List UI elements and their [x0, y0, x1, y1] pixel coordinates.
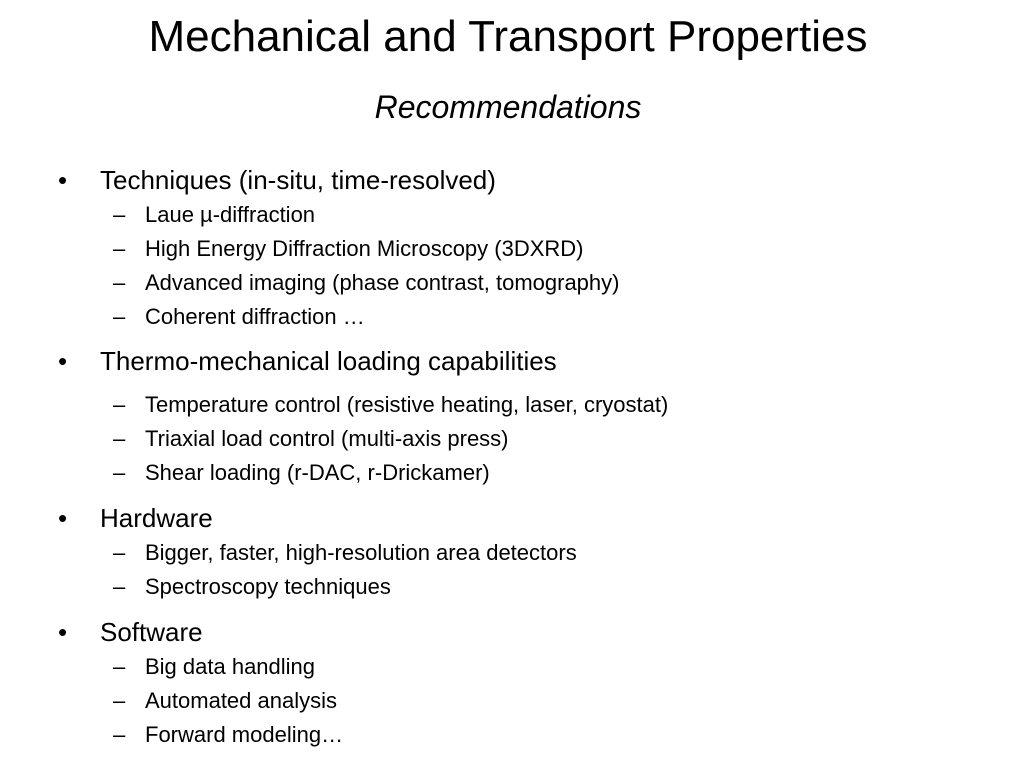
bullet-item [58, 346, 557, 376]
sub-bullet-text: Shear loading (r-DAC, r-Drickamer) [145, 460, 490, 485]
sub-bullet-item [113, 202, 315, 228]
bullet-text: Thermo-mechanical loading capabilities [100, 346, 557, 376]
bullet-text: Techniques (in-situ, time-resolved) [100, 165, 496, 195]
bullet-item [58, 503, 213, 533]
sub-bullet-text: Temperature control (resistive heating, laser, cryostat) [145, 392, 669, 417]
sub-bullet-item [113, 236, 584, 262]
sub-bullet-item [113, 392, 668, 418]
sub-bullet-item [113, 426, 509, 452]
slide-title: Mechanical and Transport Properties [148, 12, 868, 61]
dash-icon: – [113, 304, 126, 329]
bullet-icon: • [58, 346, 68, 376]
dash-icon: – [113, 574, 126, 599]
bullet-icon: • [58, 165, 68, 195]
dash-icon: – [113, 270, 126, 295]
sub-bullet-text: Automated analysis [145, 688, 337, 713]
bullet-icon: • [58, 617, 68, 647]
dash-icon: – [113, 392, 126, 417]
dash-icon: – [113, 688, 126, 713]
bullet-item [58, 165, 496, 195]
dash-icon: – [113, 236, 126, 261]
sub-bullet-item [113, 688, 337, 714]
sub-bullet-text: Advanced imaging (phase contrast, tomography) [145, 270, 620, 295]
sub-bullet-text: Laue µ-diffraction [145, 202, 316, 227]
sub-bullet-item [113, 270, 619, 296]
sub-bullet-text: Big data handling [145, 654, 316, 679]
sub-bullet-item [113, 574, 391, 600]
dash-icon: – [113, 722, 126, 747]
sub-bullet-item [113, 722, 343, 748]
sub-bullet-item [113, 304, 365, 330]
bullet-text: Software [100, 617, 203, 647]
sub-bullet-item [113, 654, 315, 680]
dash-icon: – [113, 460, 126, 485]
sub-bullet-text: Triaxial load control (multi-axis press) [145, 426, 509, 451]
dash-icon: – [113, 540, 126, 565]
sub-bullet-text: Coherent diffraction … [145, 304, 365, 329]
dash-icon: – [113, 654, 126, 679]
dash-icon: – [113, 426, 126, 451]
sub-bullet-text: Forward modeling… [145, 722, 344, 747]
slide-subtitle: Recommendations [374, 89, 642, 125]
sub-bullet-text: Bigger, faster, high-resolution area detectors [145, 540, 577, 565]
bullet-icon: • [58, 503, 68, 533]
sub-bullet-item [113, 460, 490, 486]
sub-bullet-text: Spectroscopy techniques [145, 574, 391, 599]
dash-icon: – [113, 202, 126, 227]
bullet-text: Hardware [100, 503, 213, 533]
sub-bullet-item [113, 540, 577, 566]
sub-bullet-text: High Energy Diffraction Microscopy (3DXRD) [145, 236, 584, 261]
bullet-item [58, 617, 203, 647]
